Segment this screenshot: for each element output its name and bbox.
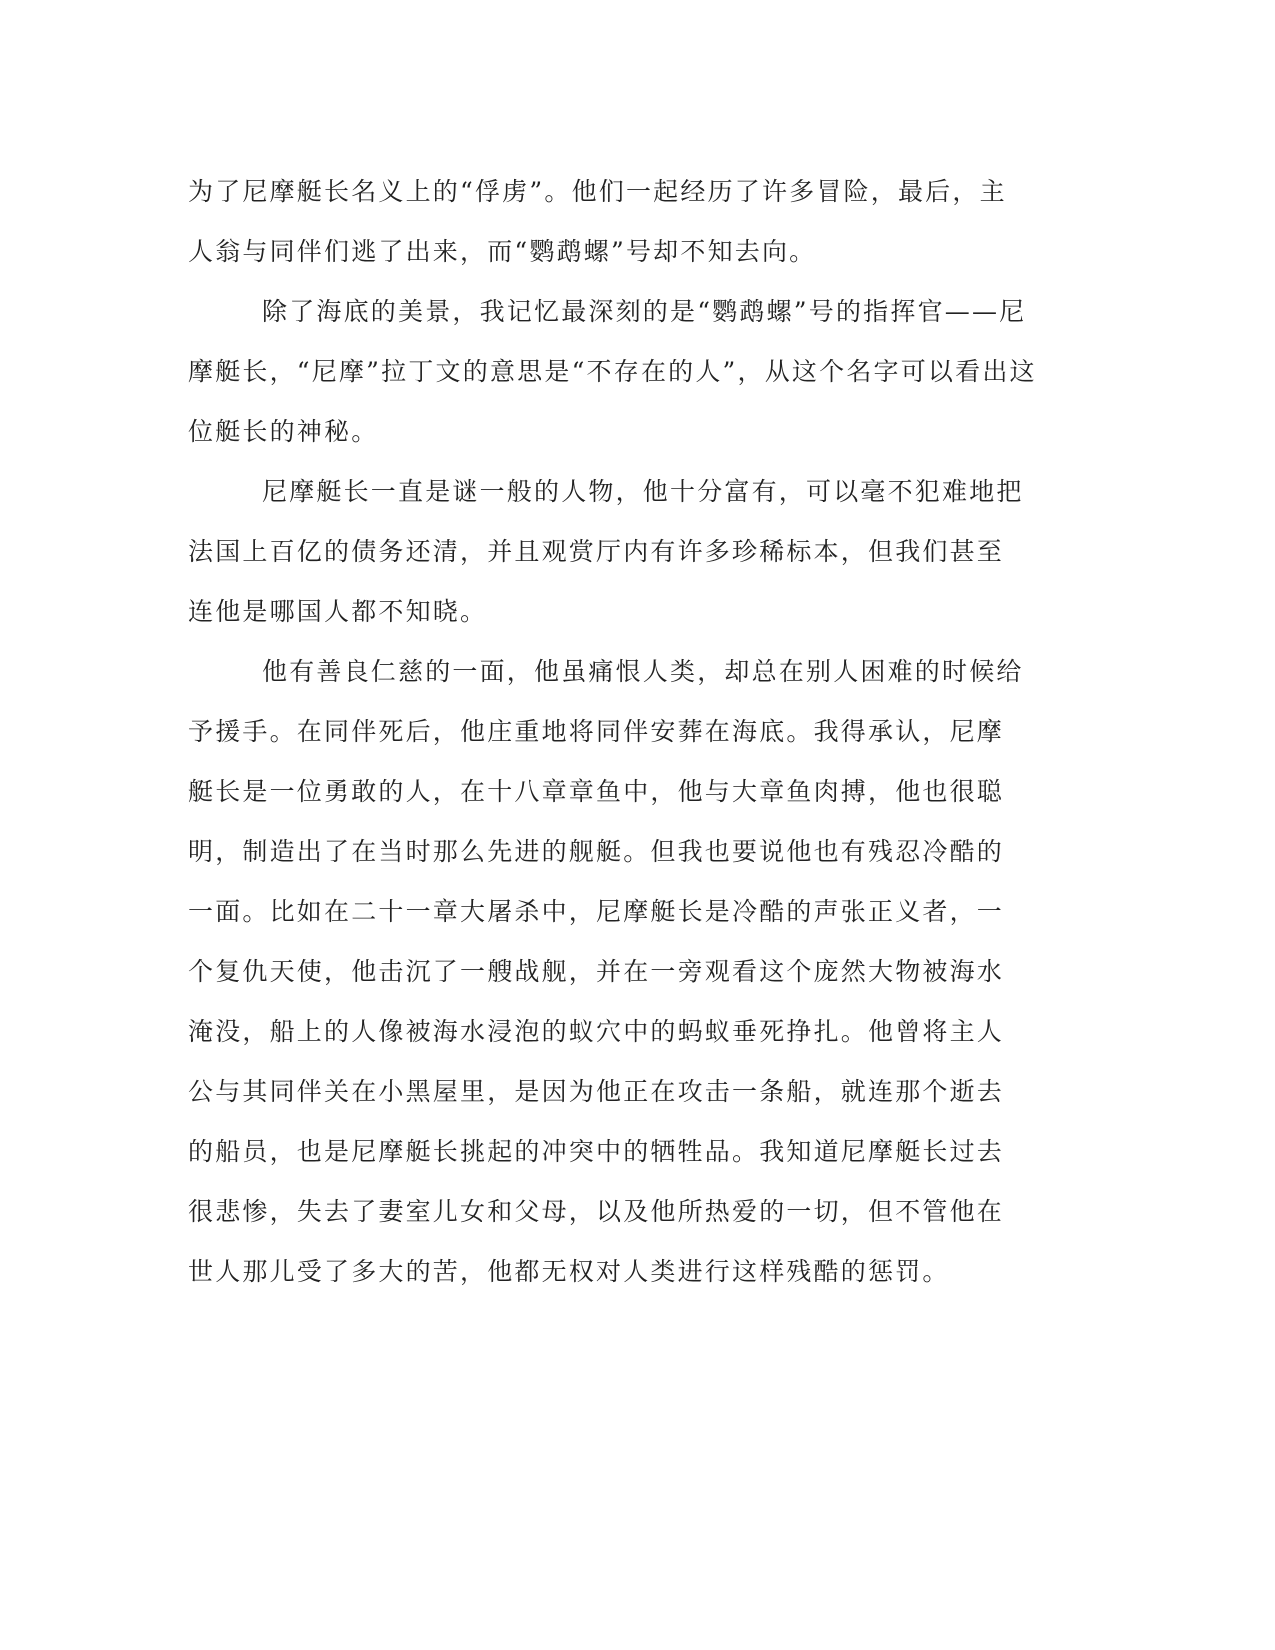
text-line: 人翁与同伴们逃了出来，而“鹦鹉螺”号却不知去向。 (188, 237, 817, 266)
paragraph-first-line: 除了海底的美景，我记忆最深刻的是“鹦鹉螺”号的指挥官——尼 (262, 297, 1027, 326)
text-line: 为了尼摩艇长名义上的“俘虏”。他们一起经历了许多冒险，最后，主 (188, 177, 1007, 206)
text-line: 淹没，船上的人像被海水浸泡的蚁穴中的蚂蚁垂死挣扎。他曾将主人 (188, 1017, 1005, 1046)
text-line: 摩艇长，“尼摩”拉丁文的意思是“不存在的人”，从这个名字可以看出这 (188, 357, 1037, 386)
paragraph-first-line: 尼摩艇长一直是谜一般的人物，他十分富有，可以毫不犯难地把 (262, 477, 1024, 506)
text-line: 连他是哪国人都不知晓。 (188, 597, 488, 626)
paragraph-first-line: 他有善良仁慈的一面，他虽痛恨人类，却总在别人困难的时候给 (262, 657, 1024, 686)
text-line: 公与其同伴关在小黑屋里，是因为他正在攻击一条船，就连那个逝去 (188, 1077, 1005, 1106)
text-line: 个复仇天使，他击沉了一艘战舰，并在一旁观看这个庞然大物被海水 (188, 957, 1005, 986)
body-text (188, 162, 1078, 1302)
text-line: 的船员，也是尼摩艇长挑起的冲突中的牺牲品。我知道尼摩艇长过去 (188, 1137, 1005, 1166)
text-line: 很悲惨，失去了妻室儿女和父母，以及他所热爱的一切，但不管他在 (188, 1197, 1005, 1226)
text-line: 予援手。在同伴死后，他庄重地将同伴安葬在海底。我得承认，尼摩 (188, 717, 1005, 746)
text-line: 艇长是一位勇敢的人，在十八章章鱼中，他与大章鱼肉搏，他也很聪 (188, 777, 1005, 806)
text-line: 法国上百亿的债务还清，并且观赏厅内有许多珍稀标本，但我们甚至 (188, 537, 1005, 566)
text-line: 明，制造出了在当时那么先进的舰艇。但我也要说他也有残忍冷酷的 (188, 837, 1005, 866)
text-line: 位艇长的神秘。 (188, 417, 379, 446)
text-line: 一面。比如在二十一章大屠杀中，尼摩艇长是冷酷的声张正义者，一 (188, 897, 1005, 926)
text-line: 世人那儿受了多大的苦，他都无权对人类进行这样残酷的惩罚。 (188, 1257, 950, 1286)
